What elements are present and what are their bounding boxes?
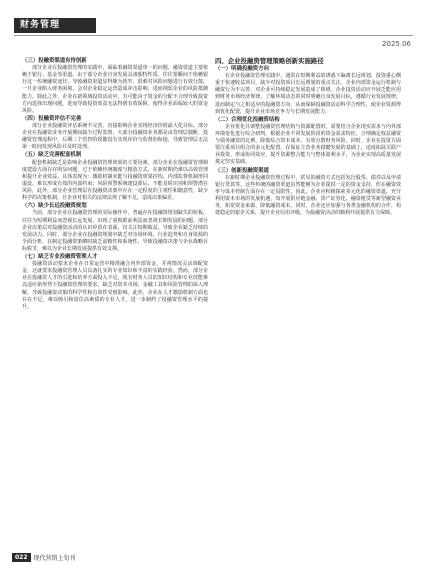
page-number: 022	[12, 553, 31, 562]
page-footer	[12, 553, 76, 562]
section-heading: （六）缺少长远投融资规划	[22, 203, 87, 210]
section-heading: （三）投融资渠道有待创新	[22, 58, 87, 64]
section-rubric: 财务管理	[14, 18, 96, 33]
journal-name: 现代营销上旬刊	[33, 555, 76, 562]
header-rule	[14, 35, 413, 36]
paragraph: 在新时期企业投融资管理过程中，常见的融资方式包括发行股票、债券以及申请银行贷款等。这些传统的融资渠道虽然能够为企业提供一定的资金支持，但在融资效率与成本控制方面存在一定局限性。因此，企业应积极探索多元化的融资渠道，充分利用资本市场的发展机遇，如开展供应链金融、资产证券化、融资租赁等新型融资业务，拓宽资金来源，降低融资成本。同时，企业还应加强与各类金融机构的合作，构建稳定的银企关系，提升企业信用评级，为投融资活动的顺利开展提供有力保障。	[215, 174, 401, 217]
section-heading: （七）缺乏专业投融资管理人才	[22, 253, 98, 260]
section-heading: （三）创新投融资渠道	[215, 167, 269, 174]
section-heading: （二）合理优化投融资结构	[215, 116, 280, 123]
paragraph: 当前，部分企业在投融资管理的实际操作中，普遍存在投融资规划缺失的短板，往往为短期利益而忽视长远发展，出现了重视眼前利益而忽视长期发展的问题。部分企业决策层对投融资活动的认识停留在表面，仅关注短期收益，导致企业缺乏持续的发展动力。同时，部分企业在投融资规划中缺乏对市场环境、行业趋势和自身资源的全面分析，在制定投融资策略时缺乏前瞻性和系统性，导致投融资决策与企业战略目标脱节，难以为企业长期发展提供有效支撑。	[22, 210, 208, 252]
paragraph: 配套机制缺乏是影响企业投融资管理效果的主要因素。部分企业在投融资管理制度建设方面存在明显问题，过于依赖传统制度与粗放方式，在新时期仍难以高效管理和提升企业效益。具体表现为：激励机制未能与投融资效果挂钩，内部监督机制形同虚设，难以形成有效的内部约束；风险预警系统建设滞后，不能及时识别和预警潜在风险，此外，部分企业管理层在投融资决策中存在一定程度的主观性和随意性，缺少科学的决策机制，且企业对相关的法律法规了解不足，造成决策偏差。	[22, 159, 208, 202]
chapter-heading: 四、企业投融资管理策略创新实施路径	[215, 57, 324, 65]
left-column	[22, 57, 208, 311]
section-heading: （一）明确投融资方向	[215, 66, 269, 72]
right-column	[215, 57, 401, 217]
paragraph: 在企业投融资管理实践中，通常在短期利益的诱惑下偏离长远规划，投资重心侧重于快速收益项目，缺少对投资项目长远规划的重点关注。企业内部资金运行机制与融资行为不完善，对企业可持续稳定发展造成了阻碍。企业投资活动应开展乏能应用到财务市场经济规律，了解环境动态的同时明确自身发展目标，遵循行业发展规律，进而制定与之相适应的投融资方向，从而保障投融资活动科学合理性，使企业资源得到优化配置，提升企业市场竞争力与长期发展能力。	[215, 73, 401, 115]
section-heading: （四）投融资评估不完善	[22, 115, 82, 122]
paragraph: 企业优化并调整投融资管理结构与资源配置时，需要结合企业现实需求与内外部环境变化进行综合研判，根据企业不同发展阶段的资金需求特征，合理确定权益融资与债务融资的比例，降低综合资本成本，有效分散财务风险。同时，企业在投资方面要注重项目组合的多元化配置，在保证主营业务稳健发展的基础上，适度拓展关联产业投资，形成协同效应，提升资源整合能力与整体盈利水平，为企业实现高质量发展奠定坚实基础。	[215, 123, 401, 166]
paragraph: 投融资活动要求企业在日常运营中精准融合内外部资金，并视情况灵活调配资金，这就要求投融资管理人员具备扎实的专业知识和丰富的实践经验。然而，部分企业在投融资人才的引进和培养方面投入不足，现有财务人员的知识结构和专业技能难以适应新形势下投融资管理的要求，缺乏对资本市场、金融工具和风险管理的深入理解，导致投融资决策的科学性和有效性受到影响。此外，企业在人才激励机制方面也存在不足，难以吸引和留住高素质的专业人才，进一步制约了投融资管理水平的提升。	[22, 261, 208, 310]
section-heading: （五）缺乏完善配套机制	[22, 152, 82, 159]
paragraph: 部分企业在投融资管理的实践中，面临着融资渠道单一的问题。融资渠道主要依赖于银行、基金等渠道。由于部分企业自身发展具备独特性质，往往要瞬间于依赖银行这一传统融资途径，导致融资渠道显得颇为狭窄，很难对风险问题进行有效分散，一旦企业陷入财务困境，会对企业稳定运营造成冲击影响，进而削弱企业的风险抵御能力。除此之外，企业在新领域投资活动中，有可能由于资金的分配不合理导致投资方向选择出现问题，进而导致投资效益无法得到有效保障，使得企业面临较大的资金风险。	[22, 65, 208, 114]
issue-date: 2025.06	[382, 40, 411, 48]
paragraph: 部分企业投融资评估系统不完善，直接影响企业实现经济价值最大化目标。部分企业在投融资业务开展期间缺少过程监督，大部分投融资业务都是由管理层独断，投融资管理流程中，后期三个管控阶段都没有实现评价与监督的衔接，导致管理层无法第一时间发现风险并及时处理。	[22, 123, 208, 151]
page-header	[8, 4, 419, 50]
